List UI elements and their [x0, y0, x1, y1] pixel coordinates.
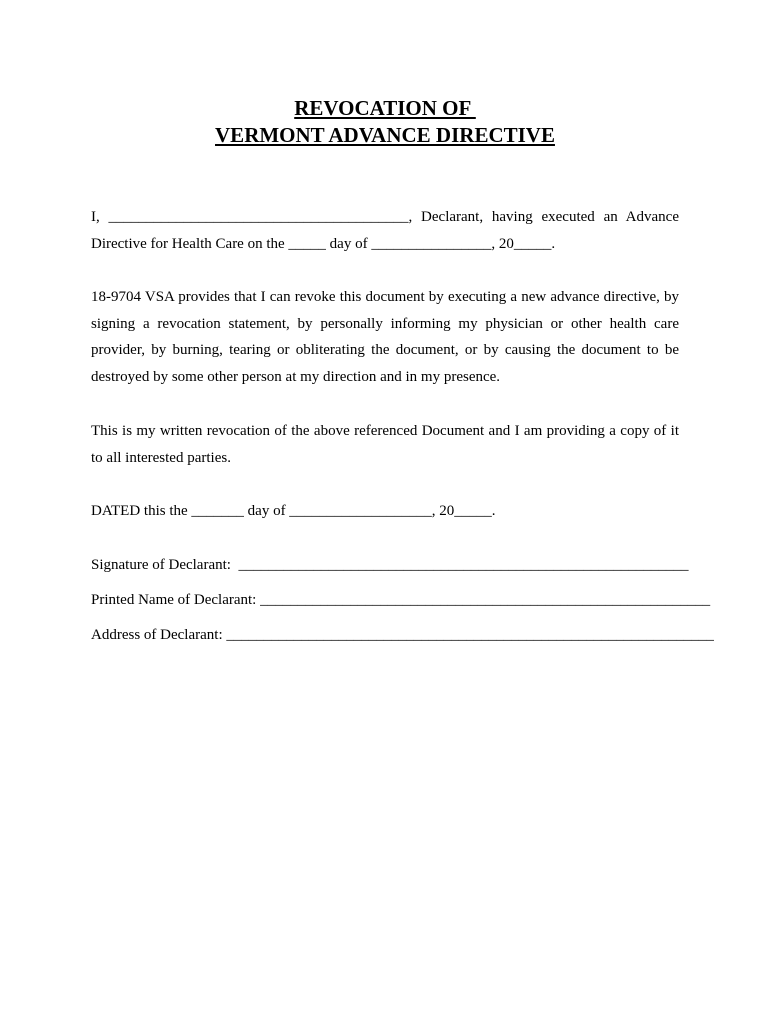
revocation-line-1: This is my written revocation of the above referenced Document and I am providing a copy of it: [91, 423, 679, 439]
dated-line: DATED this the _______ day of ___________________, 20_____.: [91, 503, 496, 519]
revocation-line-2: to all interested parties.: [91, 449, 231, 466]
statute-line-1: 18-9704 VSA provides that I can revoke this document by executing a new advance directive, by: [91, 289, 679, 305]
document-title-line-1: REVOCATION OF: [294, 96, 476, 120]
revocation-paragraph: [91, 418, 679, 471]
statute-line-3: provider, by burning, tearing or obliterating the document, or by causing the document to be: [91, 342, 679, 359]
signature-line: Signature of Declarant: ____________________________________________________________: [91, 557, 689, 573]
statute-paragraph: [91, 284, 679, 391]
intro-paragraph: [91, 204, 679, 257]
statute-line-4: destroyed by some other person at my direction and in my presence.: [91, 369, 501, 386]
intro-line-2: Directive for Health Care on the _____ day of ________________, 20_____.: [91, 235, 556, 252]
statute-line-2: signing a revocation statement, by personally informing my physician or other health care: [91, 315, 679, 332]
intro-line-1: I, ________________________________________, Declarant, having executed an Advance: [91, 209, 679, 225]
document-title-line-2: VERMONT ADVANCE DIRECTIVE: [215, 123, 555, 147]
dated-paragraph: [91, 498, 679, 525]
printed-name-line: Printed Name of Declarant: ____________________________________________________________: [91, 592, 711, 608]
address-line: Address of Declarant: _________________________________________________________________: [91, 627, 714, 643]
